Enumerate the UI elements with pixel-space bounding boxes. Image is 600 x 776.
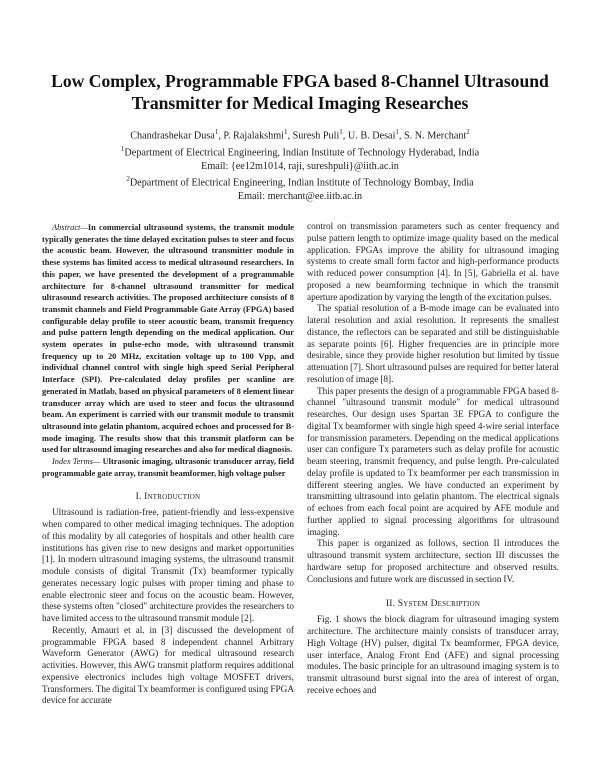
author: U. B. Desai bbox=[347, 130, 396, 142]
index-terms bbox=[42, 456, 294, 479]
affiliation-text: Department of Electrical Engineering, Indian Institute of Technology Bombay, India bbox=[129, 177, 474, 189]
email-2: Email: merchant@ee.iitb.ac.in bbox=[237, 190, 363, 202]
affiliation-marker: 2 bbox=[466, 128, 470, 136]
paragraph: This paper is organized as follows, section II introduces the ultrasound transmit system architecture, section III discusses the hardware setup for proposed architecture and observed results. Conclusions and future work are discussed in section IV. bbox=[307, 539, 559, 585]
abstract-label: Abstract— bbox=[52, 223, 88, 232]
abstract-text: In commercial ultrasound systems, the transmit module typically generates the time delayed excitation pulses to steer and focus the acoustic beam. However, the ultrasound transmitter module in these systems has limited access to medical ultrasound researchers. In this paper, we have presented the development of a programmable architecture for 8-channel ultrasound transmitter for medical ultrasound research activities. The proposed architecture consists of 8 transmit channels and Field Programmable Gate Array (FPGA) based configurable delay profile to steer acoustic beam, transmit frequency and pulse pattern length depending on the medical application. Our system operates in pulse-echo mode, with ultrasound transmit frequency up to 20 MHz, excitation voltage up to 100 Vpp, and individual channel control with single high speed Serial Peripheral Interface (SPI). Pre-calculated delay profiles per scanline are generated in Matlab, based on physical parameters of 8 element linear transducer array which are used to steer and focus the ultrasound beam. An experiment is carried with our transmit module to transmit ultrasound into gelatin phantom, acquired echoes and processed for B-mode imaging. The results show that this transmit platform can be used for ultrasound imaging researches and also for medical diagnosis. bbox=[42, 223, 294, 455]
author: S. N. Merchant bbox=[404, 130, 467, 142]
affiliation-marker: 1 bbox=[120, 144, 125, 153]
affiliation-1 bbox=[20, 143, 580, 160]
section-heading: I. Introduction bbox=[135, 492, 201, 503]
paragraph: Ultrasound is radiation-free, patient-friendly and less-expensive when compared to other medical imaging techniques. The adoption of this modality by all categories of hospitals and other health care institutions has given rise to new designs and market opportunities [1]. In modern ultrasound imaging systems, the ultrasound transmit module consists of digital Transmit (Tx) beamformer typically generates necessary logic pulses with proper timing and phase to enable electronic steer and focus on the acoustic beam. However, these systems often "closed" architecture provides the researchers to have limited access to the ultrasound transmit module [2]. bbox=[42, 508, 294, 625]
abstract bbox=[42, 222, 294, 456]
author: Chandrashekar Dusa bbox=[130, 130, 215, 142]
author: P. Rajalakshmi bbox=[223, 130, 284, 142]
section-heading: II. System Description bbox=[385, 599, 481, 610]
index-terms-label: Index Terms— bbox=[52, 457, 101, 467]
paper-title: Low Complex, Programmable FPGA based 8-Channel Ultrasound Transmitter for Medical Imaging Researches bbox=[51, 71, 549, 113]
email-1: Email: {ee12m1014, raji, sureshpuli}@iith.ac.in bbox=[201, 160, 399, 172]
affiliation-marker: 1 bbox=[283, 128, 288, 136]
affiliation-marker: 2 bbox=[126, 175, 130, 183]
left-column bbox=[42, 222, 294, 708]
author-list: Chandrashekar Dusa$^1$, P. Rajalakshmi$^1$, Suresh Puli$^1$, U. B. Desai$^1$, S. N. Merchant$^2$ bbox=[130, 128, 470, 142]
paragraph: Fig. 1 shows the block diagram for ultrasound imaging system architecture. The architecture mainly consists of transducer array, High Voltage (HV) pulser, digital Tx beamformer, FPGA device, user interface, Analog Front End (AFE) and signal processing modules. The basic principle for an ultrasound imaging system is to transmit ultrasound burst signal into the area of interest of organ, receive echoes and bbox=[307, 615, 559, 696]
affiliation-2 bbox=[20, 173, 580, 190]
author-block bbox=[20, 126, 580, 203]
affiliation-text: Department of Electrical Engineering, Indian Institute of Technology Hyderabad, India bbox=[124, 147, 480, 159]
paragraph: The spatial resolution of a B-mode image can be evaluated into lateral resolution and axial resolution. It represents the smallest distance, the reflectors can be separated and still be distinguishable as separate points [6]. Higher frequencies are in principle more desirable, since they provide higher resolution but limited by tissue attenuation [7]. Short ultrasound pulses are required for better lateral resolution of image [8]. bbox=[307, 304, 559, 385]
author: Suresh Puli bbox=[292, 130, 340, 142]
right-column bbox=[307, 222, 559, 698]
paragraph: Recently, Amauri et al. in [3] discussed the development of programmable FPGA based 8 independent channel Arbitrary Waveform Generator (AWG) for medical ultrasound research activities. However, this AWG transmit platform requires additional expensive electronics includes high voltage MOSFET drivers, Transformers. The digital Tx beamformer is configured using FPGA device for accurate bbox=[42, 625, 294, 707]
paragraph: This paper presents the design of a programmable FPGA based 8-channel "ultrasound transmit module" for medical ultrasound researches. Our design uses Spartan 3E FPGA to configure the digital Tx beamformer with single high speed 4-wire serial interface for transmission parameters. Depending on the medical applications user can configure Tx parameters such as delay profile for acoustic beam steering, transmit frequency, and pulse length. Pre-calculated delay profile is updated to Tx beamformer per each transmission in different steering angles. We have conducted an experiment by transmitting ultrasound into gelatin phantom. The electrical signals of echoes from each focal point are acquired by AFE module and further applied to signal processing algorithms for ultrasound imaging. bbox=[307, 386, 559, 538]
paragraph: control on transmission parameters such as center frequency and pulse pattern length to optimize image quality based on the medical application. FPGAs improve the ability for ultrasound imaging systems to create small form factor and high-performance products with reduced power consumption [4]. In [5], Gabriella et al. have proposed a new beamforming technique in which the transmit aperture apodization by varying the length of the excitation pulses. bbox=[307, 222, 559, 303]
affiliation-marker: 1 bbox=[339, 128, 343, 136]
index-terms-text: Ultrasonic imaging, ultrasonic transducer array, field programmable gate array, transmit beamformer, high voltage pulser bbox=[42, 457, 294, 478]
affiliation-marker: 1 bbox=[395, 128, 399, 136]
affiliation-marker: 1 bbox=[214, 128, 219, 136]
